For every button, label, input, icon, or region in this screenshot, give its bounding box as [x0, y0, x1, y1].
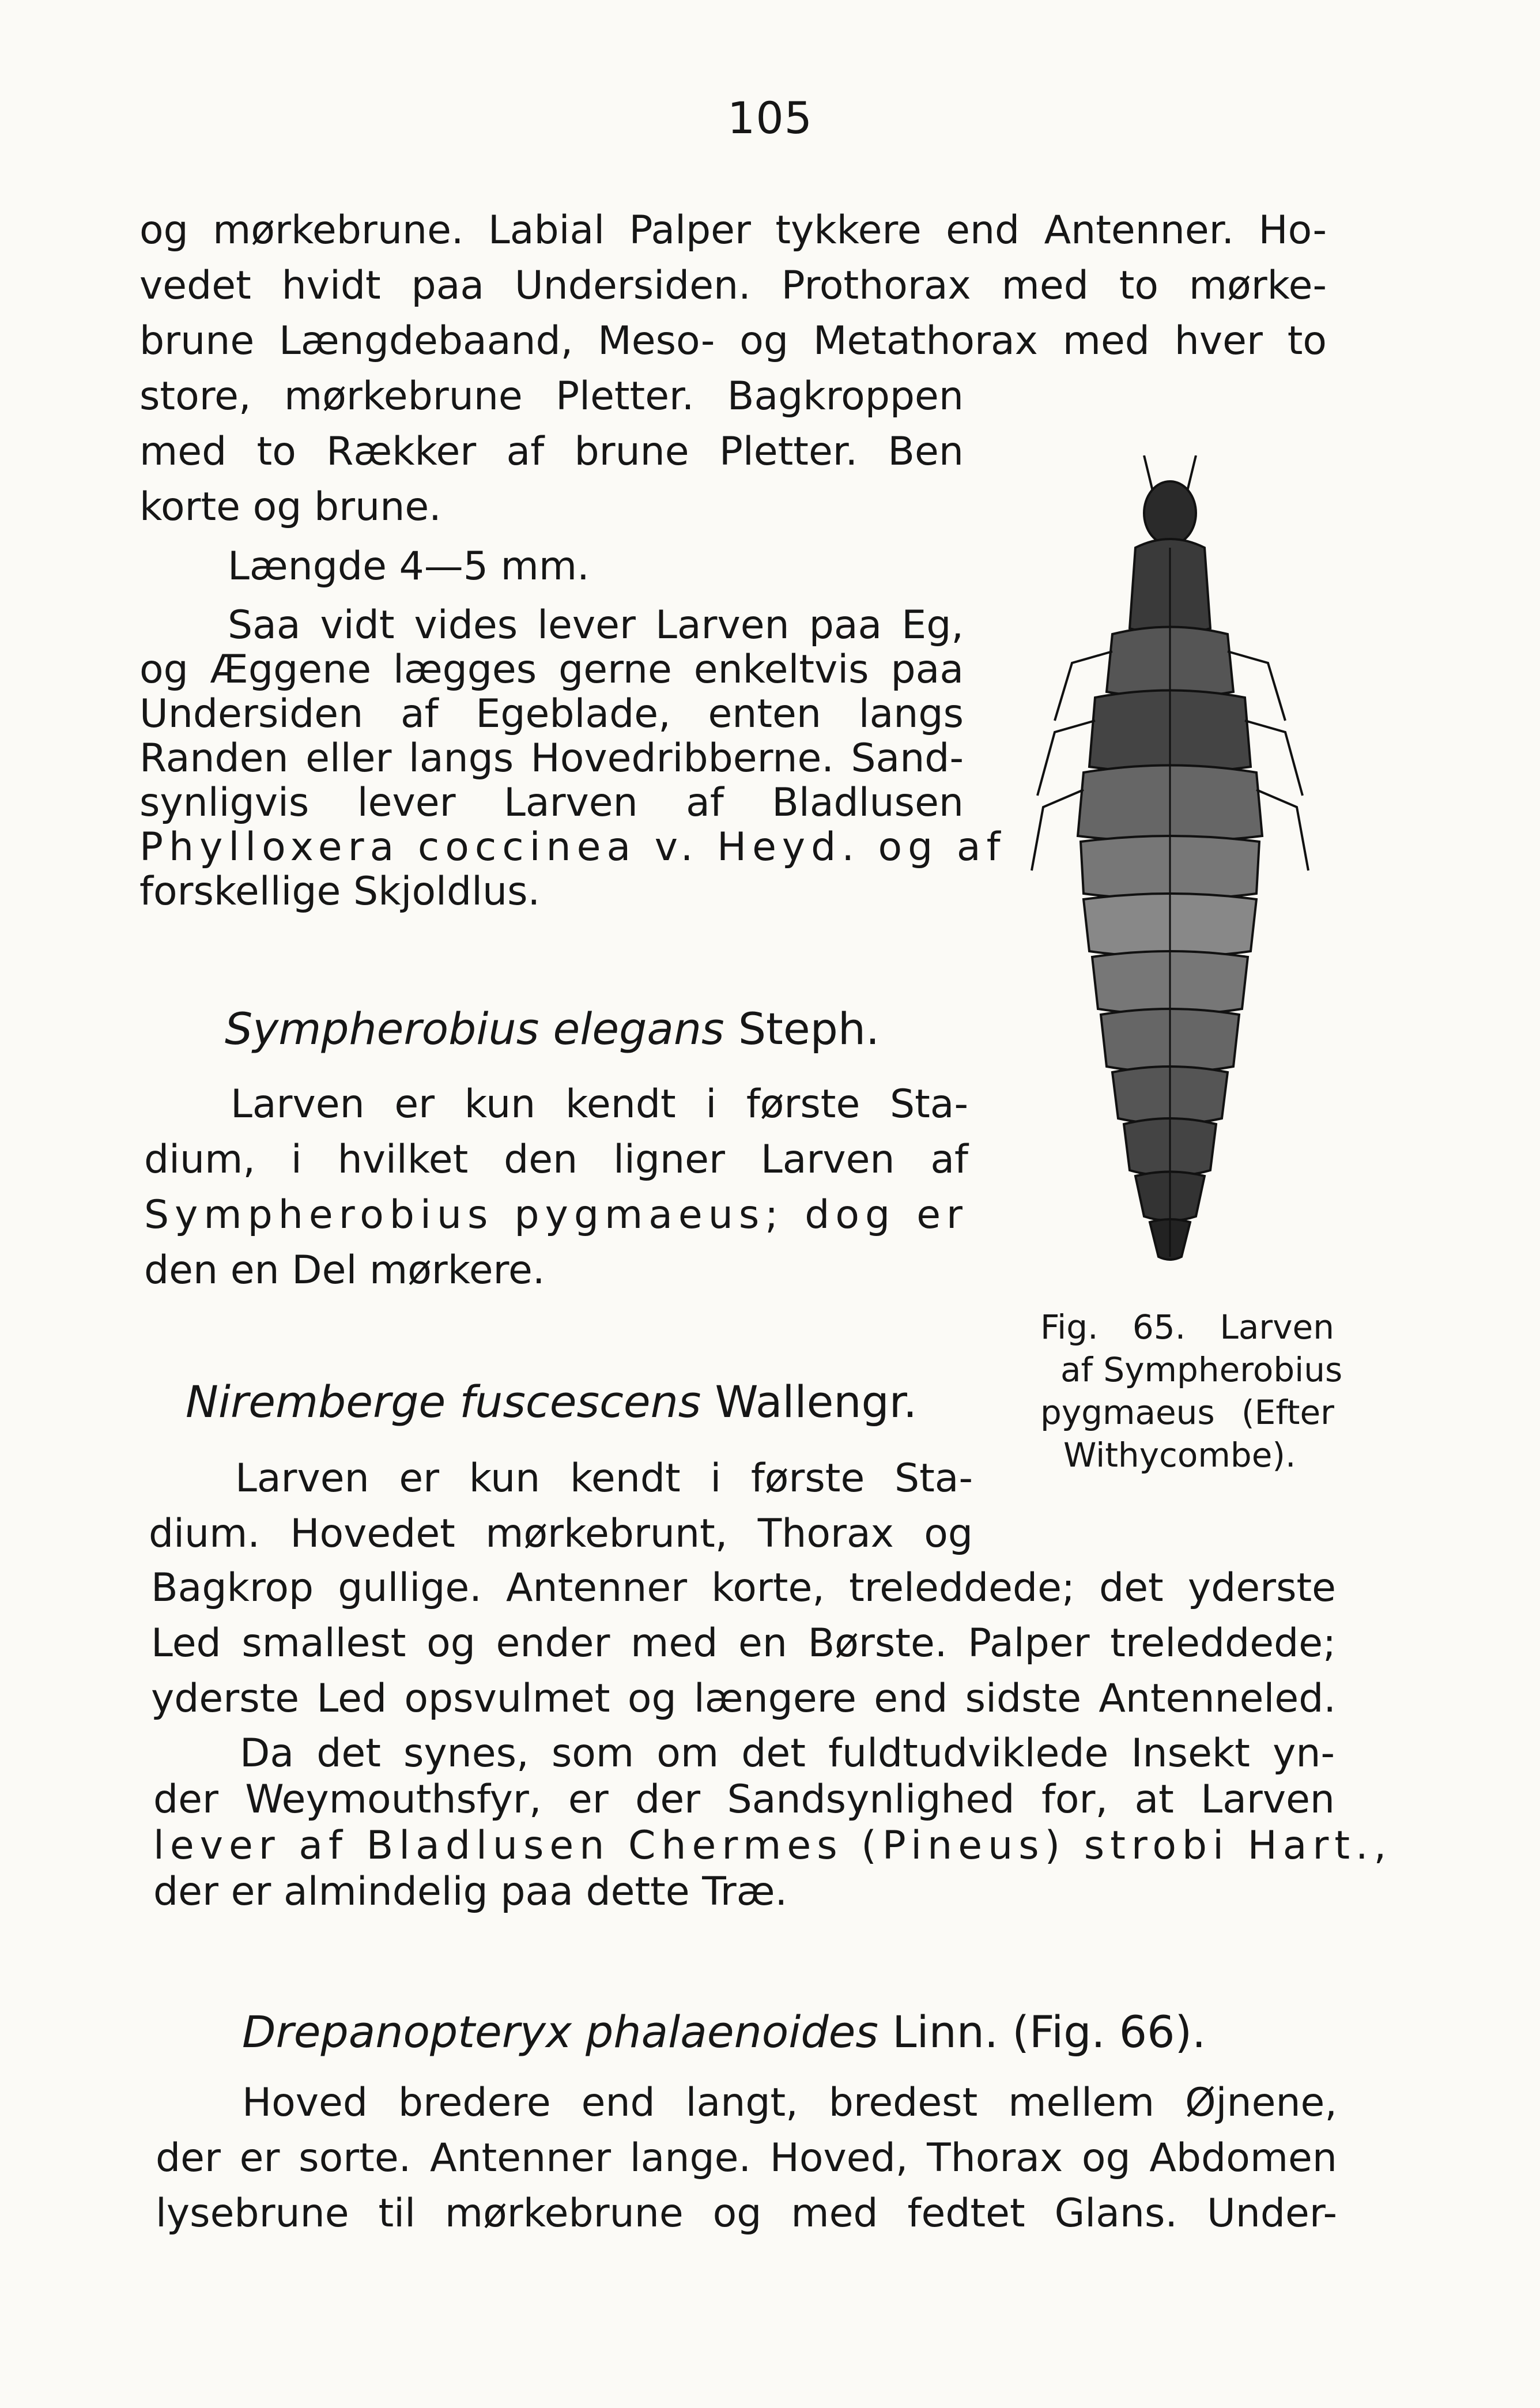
- text-line: dium. Hovedet mørkebrunt, Thorax og: [149, 1511, 973, 1557]
- text-line: Da det synes, som om det fuldtudviklede Insekt yn-: [240, 1731, 1335, 1776]
- paragraph-niremberge-narrow: [149, 1451, 973, 1562]
- caption-line: Withycombe).: [1063, 1435, 1296, 1475]
- text-line: store, mørkebrune Pletter. Bagkroppen: [139, 374, 964, 419]
- heading-italic: Niremberge fuscescens: [186, 1376, 701, 1427]
- text-line: Phylloxera coccinea v. Heyd. og af: [139, 824, 1006, 870]
- text-line: Randen eller langs Hovedribberne. Sand-: [139, 736, 964, 781]
- text-line: Saa vidt vides lever Larven paa Eg,: [228, 602, 964, 648]
- text-line: Sympherobius pygmaeus; dog er: [144, 1192, 968, 1238]
- paragraph-sympherobius: [144, 1077, 968, 1298]
- heading-niremberge: [186, 1373, 917, 1431]
- heading-drepanopteryx: [242, 2003, 1206, 2061]
- text-line: lysebrune til mørkebrune og med fedtet Glans. Under-: [156, 2191, 1337, 2236]
- caption-line: pygmaeus (Efter: [1040, 1393, 1334, 1432]
- text-line: Bagkrop gullige. Antenner korte, treleddede; det yderste: [151, 1565, 1336, 1611]
- paragraph-niremberge-2: [153, 1731, 1392, 1915]
- caption-line: Fig. 65. Larven: [1040, 1307, 1334, 1347]
- length-line: Længde 4—5 mm.: [228, 544, 590, 589]
- text-line: forskellige Skjoldlus.: [139, 869, 541, 914]
- text-line: Larven er kun kendt i første Sta-: [231, 1081, 968, 1127]
- text-line: der er sorte. Antenner lange. Hoved, Thorax og Abdomen: [156, 2135, 1337, 2181]
- text-line: der er almindelig paa dette Træ.: [153, 1869, 788, 1915]
- text-line: der Weymouthsfyr, er der Sandsynlighed for, at Larven: [153, 1777, 1335, 1822]
- text-line: Larven er kun kendt i første Sta-: [235, 1456, 973, 1501]
- page-number: 105: [727, 92, 813, 144]
- text-line: den en Del mørkere.: [144, 1248, 545, 1293]
- text-line: synligvis lever Larven af Bladlusen: [139, 780, 964, 826]
- text-line: vedet hvidt paa Undersiden. Prothorax med to mørke-: [139, 263, 1327, 308]
- text-line: korte og brune.: [139, 484, 441, 530]
- text-line: og Æggene lægges gerne enkeltvis paa: [139, 647, 964, 692]
- heading-author: Linn. (Fig. 66).: [878, 2006, 1206, 2057]
- heading-author: Wallengr.: [701, 1376, 918, 1427]
- paragraph-niremberge: [151, 1561, 1336, 1727]
- text-line: brune Længdebaand, Meso- og Metathorax med hver to: [139, 318, 1327, 364]
- heading-author: Steph.: [724, 1003, 880, 1054]
- figure-caption: [1040, 1306, 1343, 1476]
- heading-italic: Sympherobius elegans: [225, 1003, 724, 1054]
- caption-line: af Sympherobius: [1060, 1350, 1343, 1389]
- paragraph-habitat: [139, 602, 1006, 914]
- text-line: med to Rækker af brune Pletter. Ben: [139, 429, 964, 474]
- text-line: Undersiden af Egeblade, enten langs: [139, 691, 964, 737]
- text-line: Led smallest og ender med en Børste. Palper treleddede;: [151, 1621, 1336, 1666]
- paragraph-drepanopteryx: [156, 2075, 1337, 2241]
- text-line: dium, i hvilket den ligner Larven af: [144, 1137, 968, 1182]
- text-line: lever af Bladlusen Chermes (Pineus) strobi Hart.,: [153, 1823, 1392, 1868]
- paragraph-top-narrow: [139, 369, 964, 535]
- paragraph-top: [139, 203, 1327, 369]
- text-line: yderste Led opsvulmet og længere end sidste Antenneled.: [151, 1676, 1336, 1721]
- text-line: Hoved bredere end langt, bredest mellem Øjnene,: [242, 2080, 1337, 2126]
- heading-italic: Drepanopteryx phalaenoides: [242, 2006, 878, 2057]
- heading-sympherobius: [225, 1000, 880, 1058]
- text-line: og mørkebrune. Labial Palper tykkere end Antenner. Ho-: [139, 208, 1327, 253]
- larva-illustration: [1020, 455, 1320, 1286]
